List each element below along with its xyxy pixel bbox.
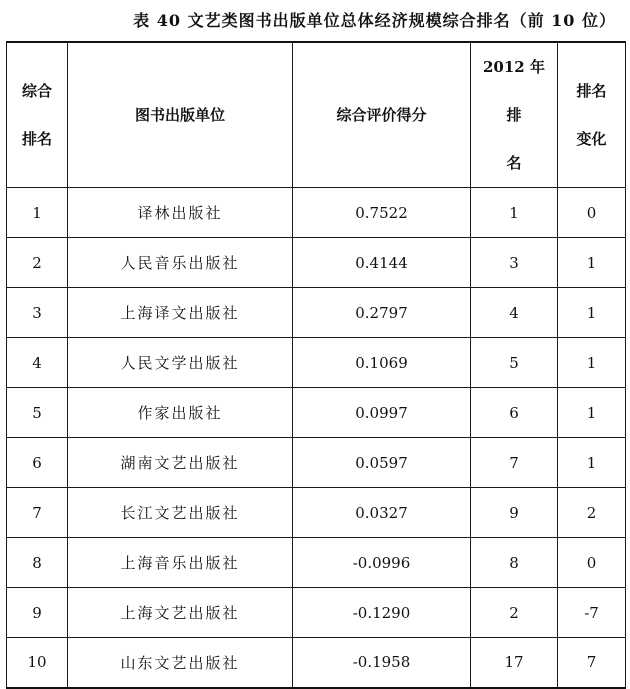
cell-rank: 8: [7, 538, 68, 588]
cell-publisher: 长江文艺出版社: [68, 488, 293, 538]
cell-rank-change: 1: [558, 338, 626, 388]
cell-rank: 2: [7, 238, 68, 288]
cell-rank-change: 7: [558, 638, 626, 688]
cell-score: 0.0597: [293, 438, 471, 488]
header-rank: 综合 排名: [7, 42, 68, 188]
cell-rank-change: 1: [558, 288, 626, 338]
cell-score: -0.1290: [293, 588, 471, 638]
cell-score: 0.2797: [293, 288, 471, 338]
cell-2012-rank: 5: [471, 338, 558, 388]
header-2012-rank: 2012 年 排名: [471, 42, 558, 188]
table-caption: 表 40 文艺类图书出版单位总体经济规模综合排名（前 10 位）: [133, 10, 616, 30]
cell-2012-rank: 9: [471, 488, 558, 538]
cell-publisher: 人民音乐出版社: [68, 238, 293, 288]
cell-rank: 3: [7, 288, 68, 338]
ranking-table: [6, 41, 626, 689]
cell-rank-change: 2: [558, 488, 626, 538]
cell-2012-rank: 7: [471, 438, 558, 488]
cell-rank-change: 0: [558, 188, 626, 238]
cell-rank: 6: [7, 438, 68, 488]
cell-2012-rank: 1: [471, 188, 558, 238]
cell-publisher: 上海音乐出版社: [68, 538, 293, 588]
table-row: [7, 438, 626, 488]
cell-score: 0.4144: [293, 238, 471, 288]
cell-rank: 1: [7, 188, 68, 238]
table-row: [7, 338, 626, 388]
cell-2012-rank: 2: [471, 588, 558, 638]
table-row: [7, 388, 626, 438]
cell-rank: 7: [7, 488, 68, 538]
header-rank-change: 排名 变化: [558, 42, 626, 188]
cell-2012-rank: 17: [471, 638, 558, 688]
table-row: [7, 288, 626, 338]
table-row: [7, 538, 626, 588]
cell-score: 0.1069: [293, 338, 471, 388]
cell-publisher: 上海译文出版社: [68, 288, 293, 338]
cell-rank-change: 1: [558, 388, 626, 438]
cell-score: 0.0327: [293, 488, 471, 538]
header-publisher: 图书出版单位: [68, 42, 293, 188]
cell-rank: 5: [7, 388, 68, 438]
table-row: [7, 638, 626, 688]
cell-rank: 10: [7, 638, 68, 688]
cell-score: 0.7522: [293, 188, 471, 238]
cell-publisher: 上海文艺出版社: [68, 588, 293, 638]
table-row: [7, 188, 626, 238]
cell-2012-rank: 8: [471, 538, 558, 588]
cell-rank-change: 1: [558, 238, 626, 288]
header-score: 综合评价得分: [293, 42, 471, 188]
cell-rank: 4: [7, 338, 68, 388]
cell-score: -0.0996: [293, 538, 471, 588]
table-row: [7, 588, 626, 638]
cell-rank: 9: [7, 588, 68, 638]
table-row: [7, 238, 626, 288]
cell-publisher: 译林出版社: [68, 188, 293, 238]
cell-score: 0.0997: [293, 388, 471, 438]
cell-2012-rank: 4: [471, 288, 558, 338]
cell-publisher: 作家出版社: [68, 388, 293, 438]
cell-rank-change: 1: [558, 438, 626, 488]
cell-publisher: 湖南文艺出版社: [68, 438, 293, 488]
cell-score: -0.1958: [293, 638, 471, 688]
cell-publisher: 人民文学出版社: [68, 338, 293, 388]
cell-publisher: 山东文艺出版社: [68, 638, 293, 688]
table-row: [7, 488, 626, 538]
cell-rank-change: 0: [558, 538, 626, 588]
cell-2012-rank: 6: [471, 388, 558, 438]
cell-2012-rank: 3: [471, 238, 558, 288]
cell-rank-change: -7: [558, 588, 626, 638]
header-row: [7, 42, 626, 188]
